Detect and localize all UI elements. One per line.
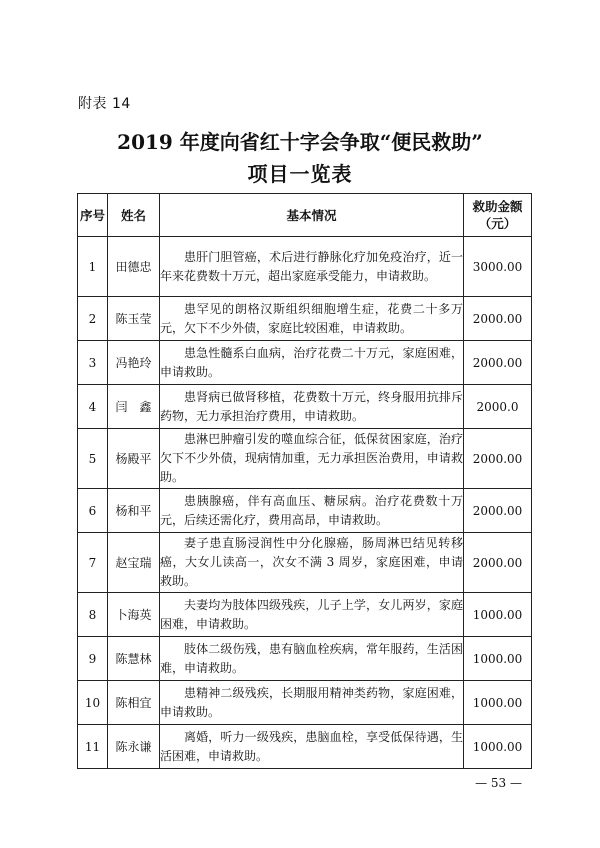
row-name: 冯艳玲 xyxy=(108,341,160,385)
row-name: 陈慧林 xyxy=(108,637,160,681)
row-amount: 2000.00 xyxy=(464,429,532,489)
row-amount: 2000.00 xyxy=(464,297,532,341)
row-index: 7 xyxy=(78,533,108,593)
aid-table xyxy=(77,193,532,769)
row-name: 闫 鑫 xyxy=(108,385,160,429)
row-situation: 患淋巴肿瘤引发的噬血综合征，低保贫困家庭，治疗欠下不少外债，现病情加重，无力承担医治费用，申请救助。 xyxy=(160,429,464,489)
row-amount: 1000.00 xyxy=(464,637,532,681)
row-name: 杨和平 xyxy=(108,489,160,533)
row-index: 6 xyxy=(78,489,108,533)
header-situation: 基本情况 xyxy=(160,194,464,237)
row-situation: 患肾病已做肾移植，花费数十万元，终身服用抗排斥药物，无力承担治疗费用，申请救助。 xyxy=(160,385,464,429)
row-name: 陈永谦 xyxy=(108,725,160,769)
row-amount: 2000.00 xyxy=(464,489,532,533)
row-index: 1 xyxy=(78,237,108,297)
row-index: 5 xyxy=(78,429,108,489)
row-index: 4 xyxy=(78,385,108,429)
table-row xyxy=(78,725,532,769)
row-index: 2 xyxy=(78,297,108,341)
attachment-label: 附表 14 xyxy=(78,96,131,112)
row-amount: 1000.00 xyxy=(464,681,532,725)
row-name: 陈玉莹 xyxy=(108,297,160,341)
table-row xyxy=(78,297,532,341)
table-row xyxy=(78,637,532,681)
row-name: 赵宝瑞 xyxy=(108,533,160,593)
row-name: 田德忠 xyxy=(108,237,160,297)
table-row xyxy=(78,385,532,429)
page-number: — 53 — xyxy=(475,776,522,790)
document-subtitle: 项目一览表 xyxy=(247,162,353,186)
row-amount: 2000.00 xyxy=(464,341,532,385)
row-name: 卜海英 xyxy=(108,593,160,637)
row-amount: 1000.00 xyxy=(464,593,532,637)
table-row xyxy=(78,341,532,385)
row-situation: 患罕见的朗格汉斯组织细胞增生症，花费二十多万元，欠下不少外债，家庭比较困难，申请救助。 xyxy=(160,297,464,341)
header-name: 姓名 xyxy=(108,194,160,237)
table-header-row xyxy=(78,194,532,237)
row-name: 陈相宜 xyxy=(108,681,160,725)
table-row xyxy=(78,593,532,637)
table-row xyxy=(78,533,532,593)
row-situation: 肢体二级伤残，患有脑血栓疾病，常年服药，生活困难，申请救助。 xyxy=(160,637,464,681)
row-amount: 2000.00 xyxy=(464,533,532,593)
row-amount: 2000.0 xyxy=(464,385,532,429)
row-situation: 患急性髓系白血病，治疗花费二十万元，家庭困难，申请救助。 xyxy=(160,341,464,385)
row-situation: 离婚，听力一级残疾，患脑血栓，享受低保待遇，生活困难，申请救助。 xyxy=(160,725,464,769)
row-situation: 患精神二级残疾，长期服用精神类药物，家庭困难，申请救助。 xyxy=(160,681,464,725)
row-situation: 患胰腺癌，伴有高血压、糖尿病。治疗花费数十万元，后续还需化疗，费用高昂，申请救助。 xyxy=(160,489,464,533)
row-amount: 3000.00 xyxy=(464,237,532,297)
row-index: 8 xyxy=(78,593,108,637)
row-index: 9 xyxy=(78,637,108,681)
header-amount: 救助金额（元） xyxy=(464,194,532,237)
table-row xyxy=(78,489,532,533)
row-amount: 1000.00 xyxy=(464,725,532,769)
table-row xyxy=(78,237,532,297)
table-row xyxy=(78,429,532,489)
document-title: 2019 年度向省红十字会争取“便民救助” xyxy=(117,130,483,154)
row-name: 杨殿平 xyxy=(108,429,160,489)
header-index: 序号 xyxy=(78,194,108,237)
row-situation: 妻子患直肠浸润性中分化腺癌，肠周淋巴结见转移癌，大女儿读高一，次女不满 3 周岁，家庭困难，申请救助。 xyxy=(160,533,464,593)
row-index: 11 xyxy=(78,725,108,769)
row-index: 3 xyxy=(78,341,108,385)
table-row xyxy=(78,681,532,725)
row-situation: 夫妻均为肢体四级残疾，儿子上学，女儿两岁，家庭困难，申请救助。 xyxy=(160,593,464,637)
row-situation: 患肝门胆管癌，术后进行静脉化疗加免疫治疗，近一年来花费数十万元，超出家庭承受能力，申请救助。 xyxy=(160,237,464,297)
row-index: 10 xyxy=(78,681,108,725)
